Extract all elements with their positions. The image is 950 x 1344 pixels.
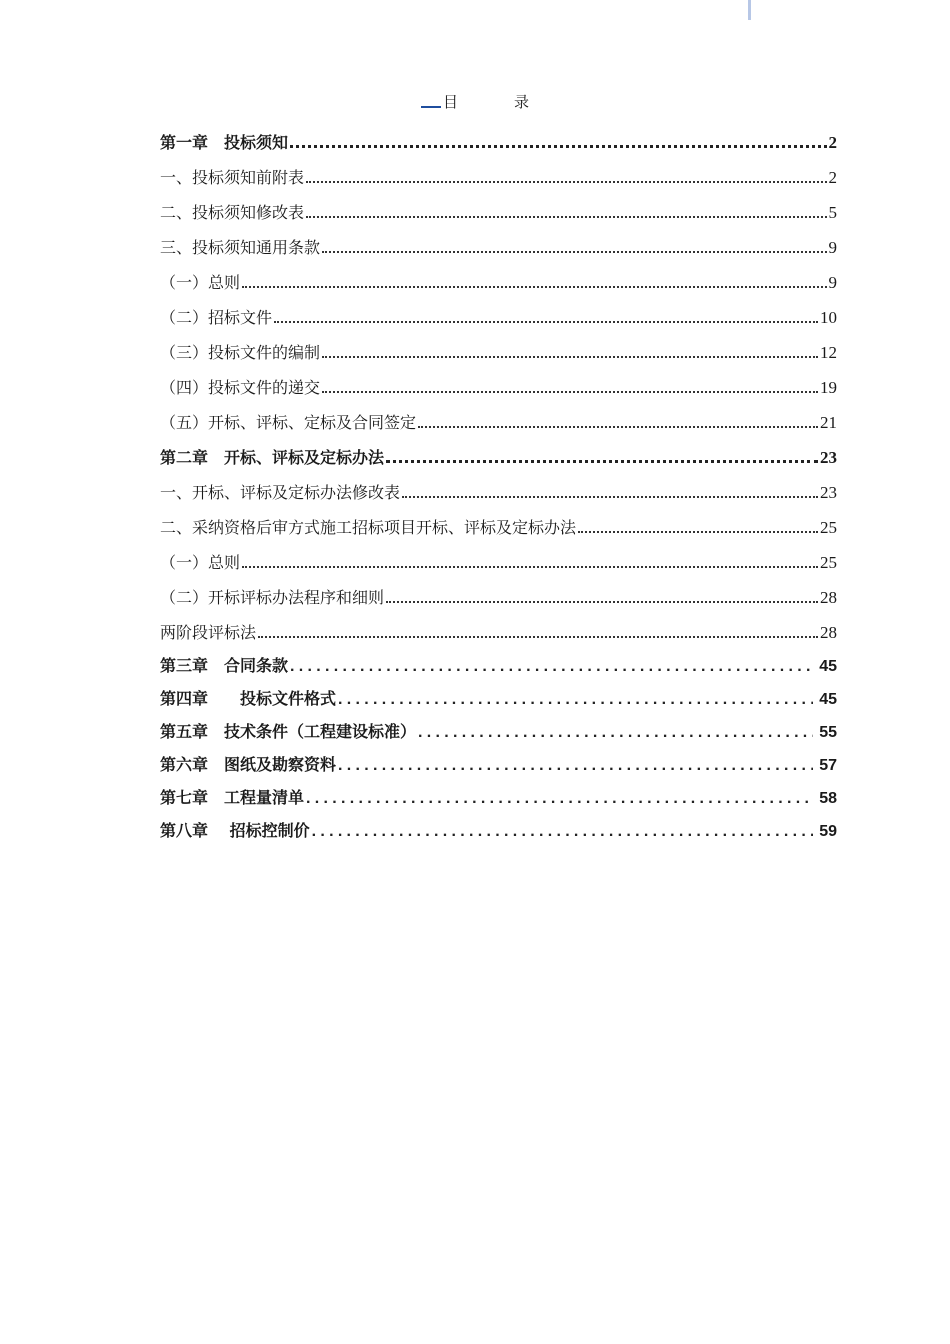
- toc-entry[interactable]: [160, 293, 837, 328]
- toc-entry-page: 21: [820, 413, 837, 432]
- toc-entry[interactable]: [160, 468, 837, 503]
- dot-leader: [306, 181, 826, 183]
- dot-leader: [418, 724, 813, 742]
- toc-title-part2: 录: [514, 93, 530, 111]
- toc-entry-page: 2: [828, 133, 837, 152]
- toc-entry[interactable]: [160, 363, 837, 398]
- toc-entry-page: 57: [819, 757, 837, 774]
- page-edge-marker: [748, 0, 751, 20]
- title-underline: [421, 106, 441, 108]
- dot-leader: [322, 391, 818, 393]
- toc-entry-page: 25: [820, 518, 837, 537]
- dot-leader: [322, 251, 826, 253]
- toc-entry-label: （二）招标文件: [160, 308, 273, 327]
- toc-entry-label: 第八章 招标控制价: [160, 821, 310, 840]
- dot-leader: [338, 757, 813, 775]
- toc-entry-page: 19: [820, 378, 837, 397]
- toc-entry-label: （一）总则: [160, 273, 241, 292]
- toc-entry-label: 第六章 图纸及勘察资料: [160, 755, 337, 774]
- dot-leader: [386, 460, 818, 463]
- toc-entry-page: 25: [820, 553, 837, 572]
- dot-leader: [258, 636, 818, 638]
- toc-entry-label: 一、投标须知前附表: [160, 168, 305, 187]
- toc-entry-page: 45: [819, 658, 837, 675]
- toc-entry-label: 第四章 投标文件格式: [160, 689, 337, 708]
- toc-entry[interactable]: [160, 503, 837, 538]
- toc-entry[interactable]: [160, 328, 837, 363]
- toc-entry-label: 两阶段评标法: [160, 623, 257, 642]
- toc-entry[interactable]: [160, 676, 837, 709]
- dot-leader: [312, 823, 814, 841]
- toc-entry-page: 10: [820, 308, 837, 327]
- toc-entry-label: （一）总则: [160, 553, 241, 572]
- toc-entry-label: 第七章 工程量清单: [160, 788, 305, 807]
- toc-entry[interactable]: [160, 742, 837, 775]
- toc-entry[interactable]: [160, 258, 837, 293]
- toc-entry[interactable]: [160, 709, 837, 742]
- toc-entry-page: 28: [820, 623, 837, 642]
- toc-entry[interactable]: [160, 118, 837, 153]
- toc-entry-page: 23: [820, 483, 837, 502]
- dot-leader: [386, 601, 818, 603]
- toc-entry-label: 第三章 合同条款: [160, 656, 289, 675]
- toc-entry-page: 2: [828, 168, 837, 187]
- dot-leader: [578, 531, 818, 533]
- toc-entry[interactable]: [160, 643, 837, 676]
- dot-leader: [322, 356, 818, 358]
- dot-leader: [306, 790, 813, 808]
- toc-title: [0, 91, 950, 112]
- toc-entry-page: 23: [820, 448, 837, 467]
- toc-entry[interactable]: [160, 808, 837, 841]
- toc-entry[interactable]: [160, 223, 837, 258]
- toc-entry[interactable]: [160, 188, 837, 223]
- toc-title-part1: 目: [442, 93, 458, 111]
- toc-entry-label: 二、投标须知修改表: [160, 203, 305, 222]
- dot-leader: [290, 658, 813, 676]
- toc-entry-label: 第二章 开标、评标及定标办法: [160, 448, 385, 467]
- table-of-contents: [160, 118, 837, 841]
- toc-entry-label: （五）开标、评标、定标及合同签定: [160, 413, 417, 432]
- toc-entry-label: 第五章 技术条件（工程建设标准）: [160, 722, 417, 741]
- toc-entry[interactable]: [160, 538, 837, 573]
- toc-entry[interactable]: [160, 153, 837, 188]
- toc-entry[interactable]: [160, 433, 837, 468]
- toc-entry-label: 二、采纳资格后审方式施工招标项目开标、评标及定标办法: [160, 518, 577, 537]
- toc-entry[interactable]: [160, 573, 837, 608]
- dot-leader: [402, 496, 818, 498]
- toc-entry[interactable]: [160, 398, 837, 433]
- toc-entry-page: 45: [819, 691, 837, 708]
- toc-entry-label: 一、开标、评标及定标办法修改表: [160, 483, 401, 502]
- dot-leader: [274, 321, 818, 323]
- toc-entry-page: 9: [828, 273, 837, 292]
- toc-entry-page: 58: [819, 790, 837, 807]
- toc-entry-label: （二）开标评标办法程序和细则: [160, 588, 385, 607]
- dot-leader: [242, 286, 826, 288]
- toc-entry-page: 12: [820, 343, 837, 362]
- toc-entry-page: 28: [820, 588, 837, 607]
- toc-entry-page: 59: [819, 823, 837, 840]
- dot-leader: [290, 145, 826, 148]
- toc-entry-page: 5: [828, 203, 837, 222]
- dot-leader: [242, 566, 818, 568]
- toc-entry[interactable]: [160, 775, 837, 808]
- toc-entry-label: （四）投标文件的递交: [160, 378, 321, 397]
- toc-entry-label: （三）投标文件的编制: [160, 343, 321, 362]
- dot-leader: [338, 691, 813, 709]
- toc-entry-label: 三、投标须知通用条款: [160, 238, 321, 257]
- toc-entry-page: 9: [828, 238, 837, 257]
- toc-entry-page: 55: [819, 724, 837, 741]
- dot-leader: [418, 426, 818, 428]
- toc-entry-label: 第一章 投标须知: [160, 133, 289, 152]
- dot-leader: [306, 216, 826, 218]
- toc-entry[interactable]: [160, 608, 837, 643]
